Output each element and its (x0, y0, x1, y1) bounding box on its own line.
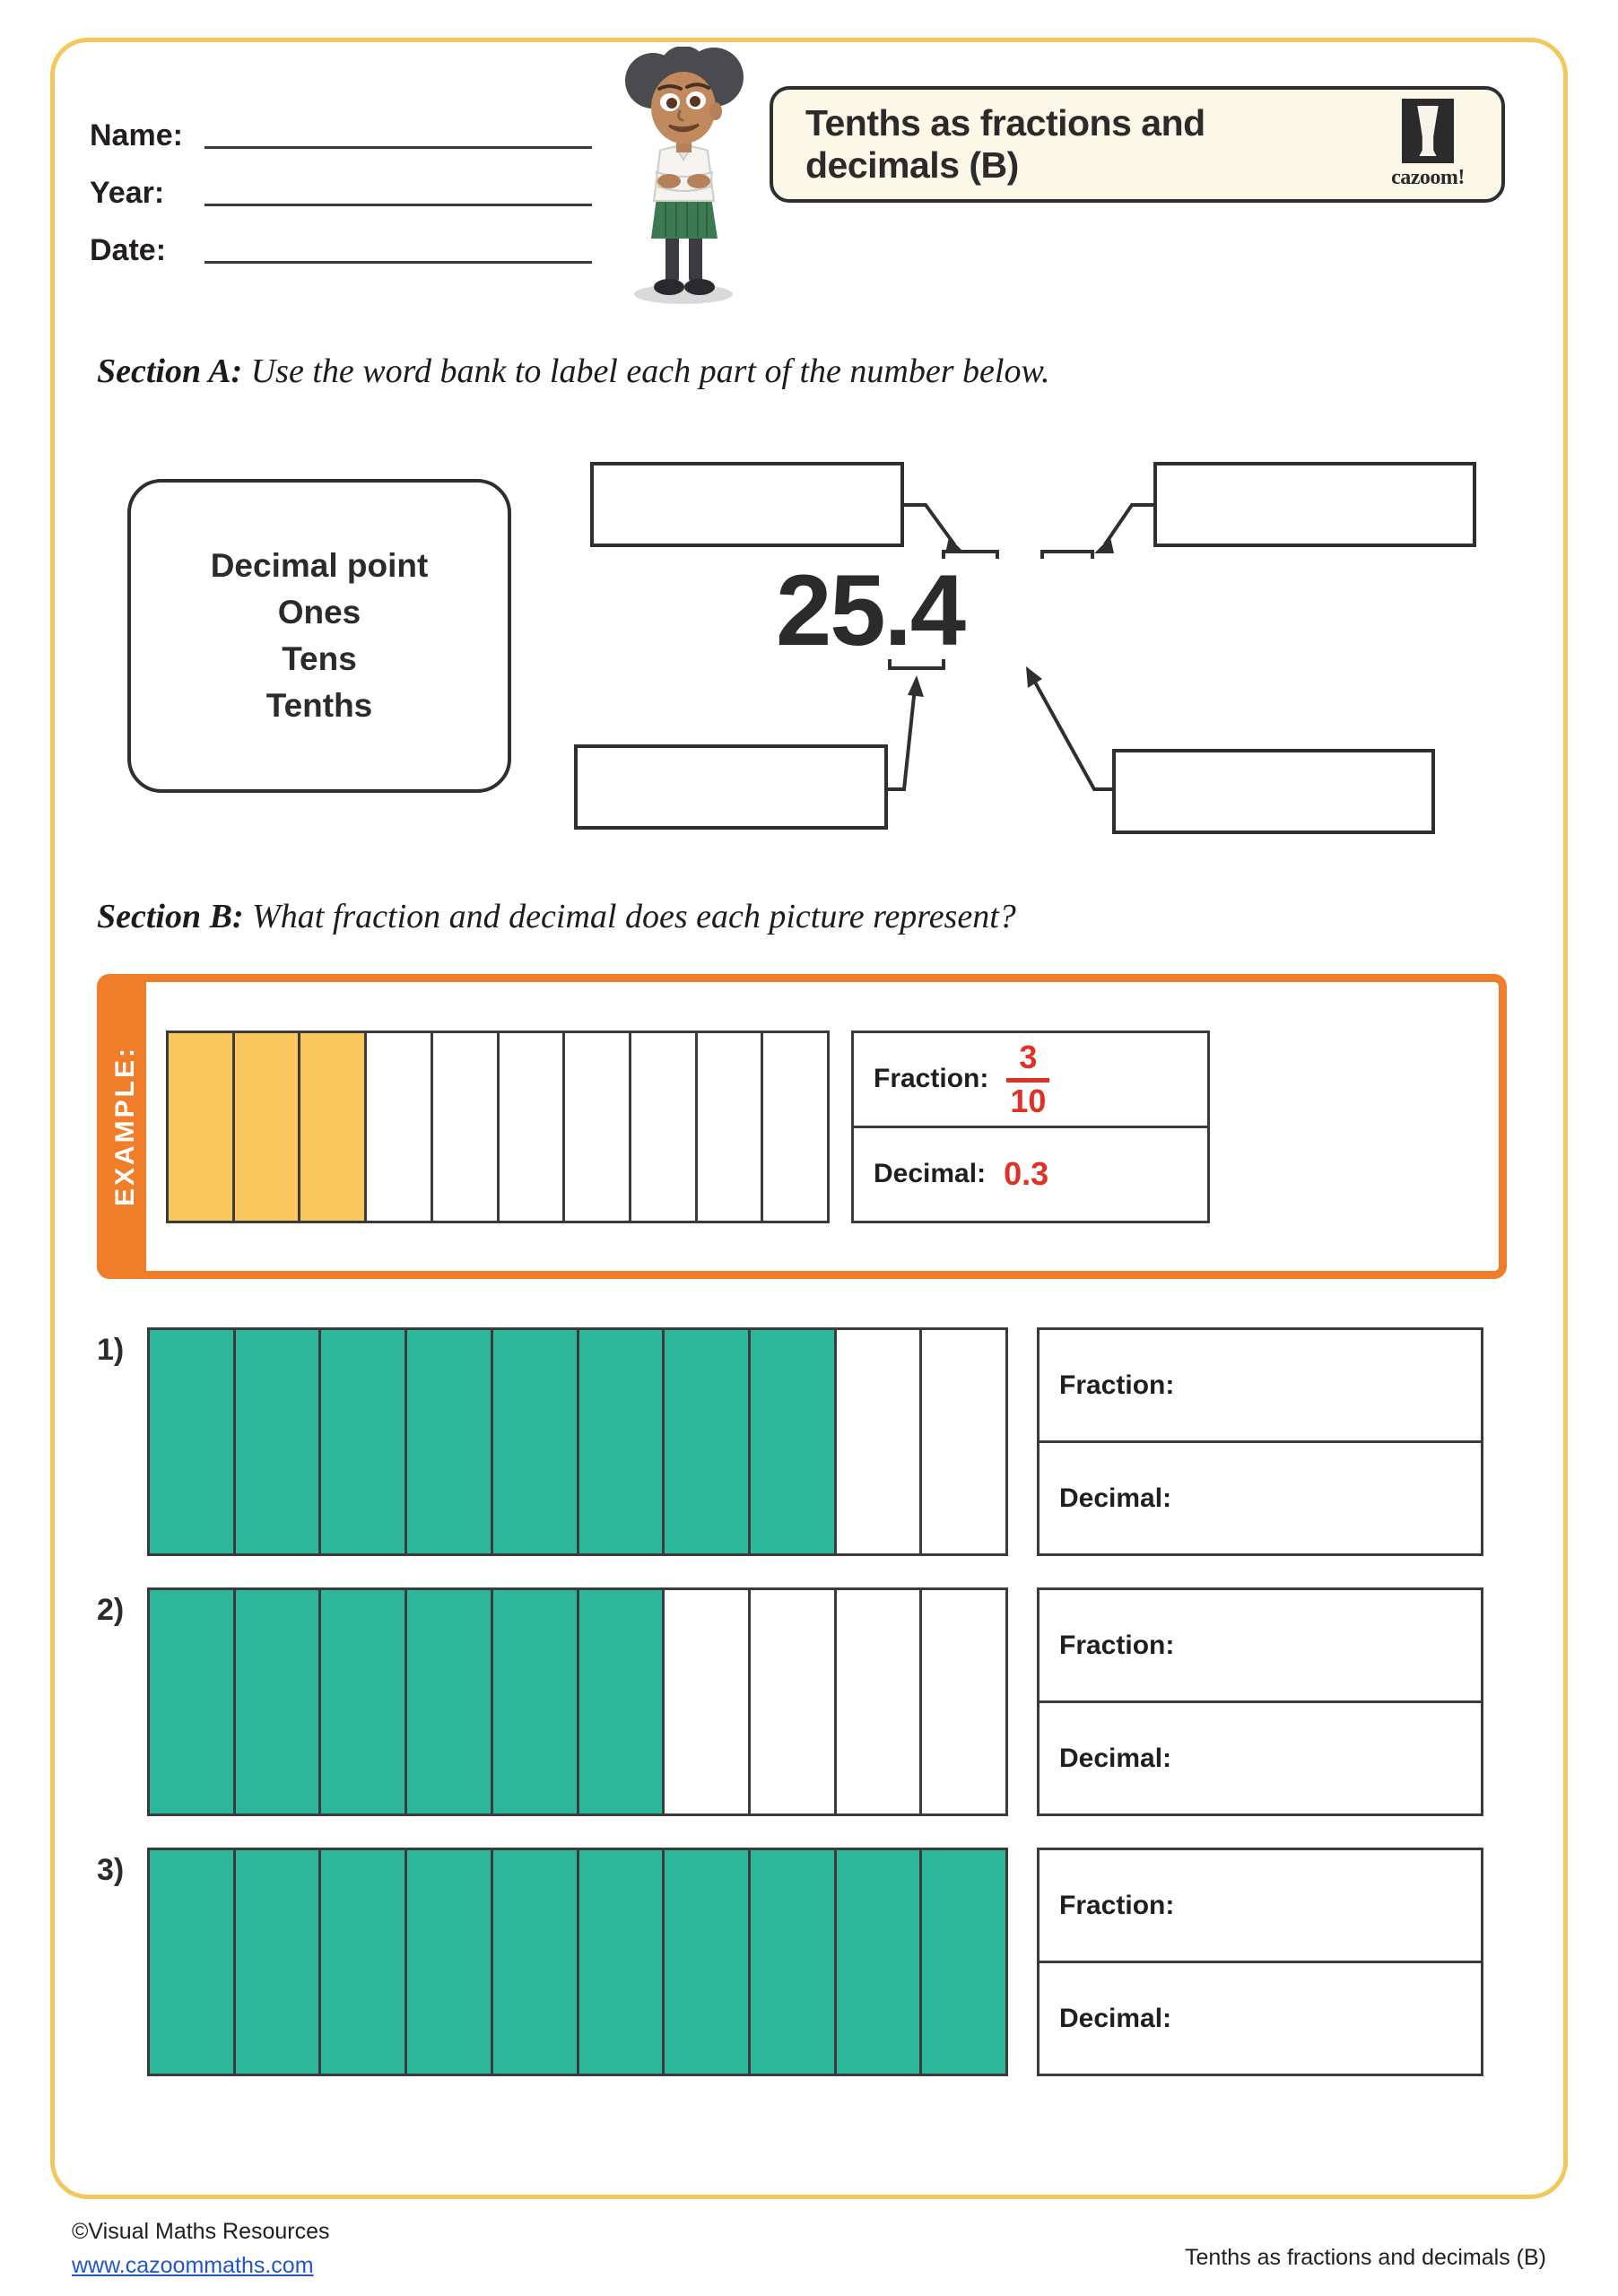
fraction-label-2: Fraction: (1059, 1630, 1175, 1660)
section-a-label: Section A: (97, 352, 243, 390)
tenths-strip-example-cell-7 (565, 1033, 631, 1221)
section-b-instruction: What fraction and decimal does each picture represent? (252, 898, 1016, 935)
tenths-strip-3-cell-4 (407, 1850, 493, 2074)
tenths-strip-2-cell-3 (321, 1590, 407, 1813)
section-b-label: Section B: (97, 898, 244, 935)
fraction-numerator-example: 3 (1019, 1038, 1038, 1075)
fraction-cell-example (854, 1033, 1207, 1128)
brand-name-label: cazoom! (1391, 166, 1465, 189)
tenths-strip-3-cell-9 (837, 1850, 923, 2074)
tenths-strip-2-cell-9 (837, 1590, 923, 1813)
tenths-strip-3 (147, 1848, 1008, 2076)
cazoom-logo (1378, 99, 1478, 190)
name-write-line[interactable] (204, 145, 592, 149)
tenths-strip-1-cell-5 (493, 1330, 579, 1553)
tenths-strip-2-cell-2 (236, 1590, 322, 1813)
tenths-strip-example-cell-9 (698, 1033, 764, 1221)
tenths-strip-1-cell-7 (665, 1330, 751, 1553)
word-bank-item-decimal-point: Decimal point (210, 547, 429, 584)
word-bank-item-tenths: Tenths (265, 687, 373, 724)
decimal-answer-example: 0.3 (1004, 1155, 1049, 1192)
tenths-strip-1-cell-3 (321, 1330, 407, 1553)
tenths-strip-1-cell-10 (922, 1330, 1005, 1553)
tenths-strip-2-cell-6 (579, 1590, 665, 1813)
name-field-row (90, 97, 592, 154)
year-field-label: Year: (90, 176, 165, 210)
tenths-strip-example-cell-1 (169, 1033, 235, 1221)
tenths-strip-3-cell-6 (579, 1850, 665, 2074)
decimal-label-3: Decimal: (1059, 2003, 1172, 2033)
question-number-1: 1) (97, 1333, 125, 1367)
decimal-cell-2[interactable] (1040, 1703, 1481, 1813)
tenths-strip-3-cell-10 (922, 1850, 1005, 2074)
tenths-strip-2-cell-8 (751, 1590, 837, 1813)
question-number-3: 3) (97, 1853, 125, 1887)
word-bank (127, 479, 511, 793)
fraction-cell-2[interactable] (1040, 1590, 1481, 1703)
answer-block-2 (1037, 1587, 1483, 1816)
tenths-strip-3-cell-2 (236, 1850, 322, 2074)
date-write-line[interactable] (204, 260, 592, 264)
tenths-strip-1-cell-6 (579, 1330, 665, 1553)
label-box-tens[interactable] (590, 462, 904, 547)
tenths-strip-1-cell-1 (150, 1330, 236, 1553)
word-bank-item-tens: Tens (282, 640, 357, 677)
question-row-2 (97, 1587, 1507, 1816)
question-row-1 (97, 1327, 1507, 1556)
website-link[interactable]: www.cazoommaths.com (72, 2252, 314, 2278)
fraction-label-1: Fraction: (1059, 1370, 1175, 1400)
decimal-cell-3[interactable] (1040, 1963, 1481, 2074)
footer-worksheet-name: Tenths as fractions and decimals (B) (1185, 2245, 1546, 2270)
tenths-strip-example-cell-4 (367, 1033, 433, 1221)
decimal-label-1: Decimal: (1059, 1483, 1172, 1513)
date-field-row (90, 212, 592, 269)
tenths-strip-1-cell-4 (407, 1330, 493, 1553)
page-footer (72, 2215, 1546, 2283)
tenths-strip-2-cell-7 (665, 1590, 751, 1813)
student-info-fields (90, 97, 592, 269)
tenths-strip-2 (147, 1587, 1008, 1816)
worksheet-title: Tenths as fractions and decimals (B) (805, 101, 1205, 186)
tenths-strip-3-cell-1 (150, 1850, 236, 2074)
example-card (97, 974, 1507, 1279)
tenths-strip-example (166, 1031, 830, 1223)
tenths-strip-example-cell-6 (500, 1033, 566, 1221)
worksheet-title-plate (770, 86, 1505, 203)
label-box-ones[interactable] (574, 744, 888, 830)
decimal-cell-example (854, 1128, 1207, 1221)
section-a-heading (97, 352, 1049, 391)
name-field-label: Name: (90, 118, 183, 152)
answer-block-1 (1037, 1327, 1483, 1556)
tenths-strip-1-cell-2 (236, 1330, 322, 1553)
decimal-label-2: Decimal: (1059, 1743, 1172, 1773)
word-bank-item-ones: Ones (277, 594, 361, 631)
tenths-strip-1-cell-9 (837, 1330, 923, 1553)
label-box-tenths[interactable] (1153, 462, 1476, 547)
student-character-illustration (603, 47, 764, 307)
label-box-decimal-point[interactable] (1112, 749, 1435, 834)
section-a-instruction: Use the word bank to label each part of the number below. (250, 352, 1050, 390)
section-b-heading (97, 897, 1016, 936)
year-write-line[interactable] (204, 203, 592, 206)
tenths-strip-3-cell-7 (665, 1850, 751, 2074)
example-body (146, 982, 1499, 1271)
tenths-strip-3-cell-3 (321, 1850, 407, 2074)
tenths-strip-1-cell-8 (751, 1330, 837, 1553)
copyright-text: ©Visual Maths Resources (72, 2219, 330, 2244)
fraction-answer-example (1006, 1038, 1049, 1119)
example-tab (105, 982, 146, 1271)
fraction-cell-1[interactable] (1040, 1330, 1481, 1443)
answer-block-3 (1037, 1848, 1483, 2076)
answer-block-example (851, 1031, 1210, 1223)
question-row-3 (97, 1848, 1507, 2076)
tenths-strip-2-cell-5 (493, 1590, 579, 1813)
fraction-denominator-example: 10 (1010, 1082, 1047, 1119)
tenths-strip-2-cell-4 (407, 1590, 493, 1813)
year-field-row (90, 154, 592, 212)
tenths-strip-example-cell-8 (631, 1033, 698, 1221)
fraction-bar-example (1006, 1078, 1049, 1083)
example-tab-label: EXAMPLE: (110, 1046, 140, 1207)
fraction-cell-3[interactable] (1040, 1850, 1481, 1963)
footer-credits (72, 2215, 330, 2283)
tenths-strip-3-cell-8 (751, 1850, 837, 2074)
date-field-label: Date: (90, 233, 167, 267)
fraction-label-3: Fraction: (1059, 1890, 1175, 1920)
question-number-2: 2) (97, 1593, 125, 1627)
tenths-strip-example-cell-2 (235, 1033, 301, 1221)
tenths-strip-3-cell-5 (493, 1850, 579, 2074)
tenths-strip-1 (147, 1327, 1008, 1556)
decimal-label-example: Decimal: (874, 1159, 987, 1188)
tenths-strip-example-cell-3 (300, 1033, 367, 1221)
fraction-label-example: Fraction: (874, 1064, 989, 1093)
place-value-diagram (574, 444, 1516, 830)
place-value-number: 25.4 (776, 554, 964, 666)
hourglass-icon (1402, 99, 1454, 163)
tenths-strip-example-cell-10 (763, 1033, 827, 1221)
tenths-strip-example-cell-5 (433, 1033, 500, 1221)
tenths-strip-2-cell-10 (922, 1590, 1005, 1813)
tenths-strip-2-cell-1 (150, 1590, 236, 1813)
decimal-cell-1[interactable] (1040, 1443, 1481, 1553)
